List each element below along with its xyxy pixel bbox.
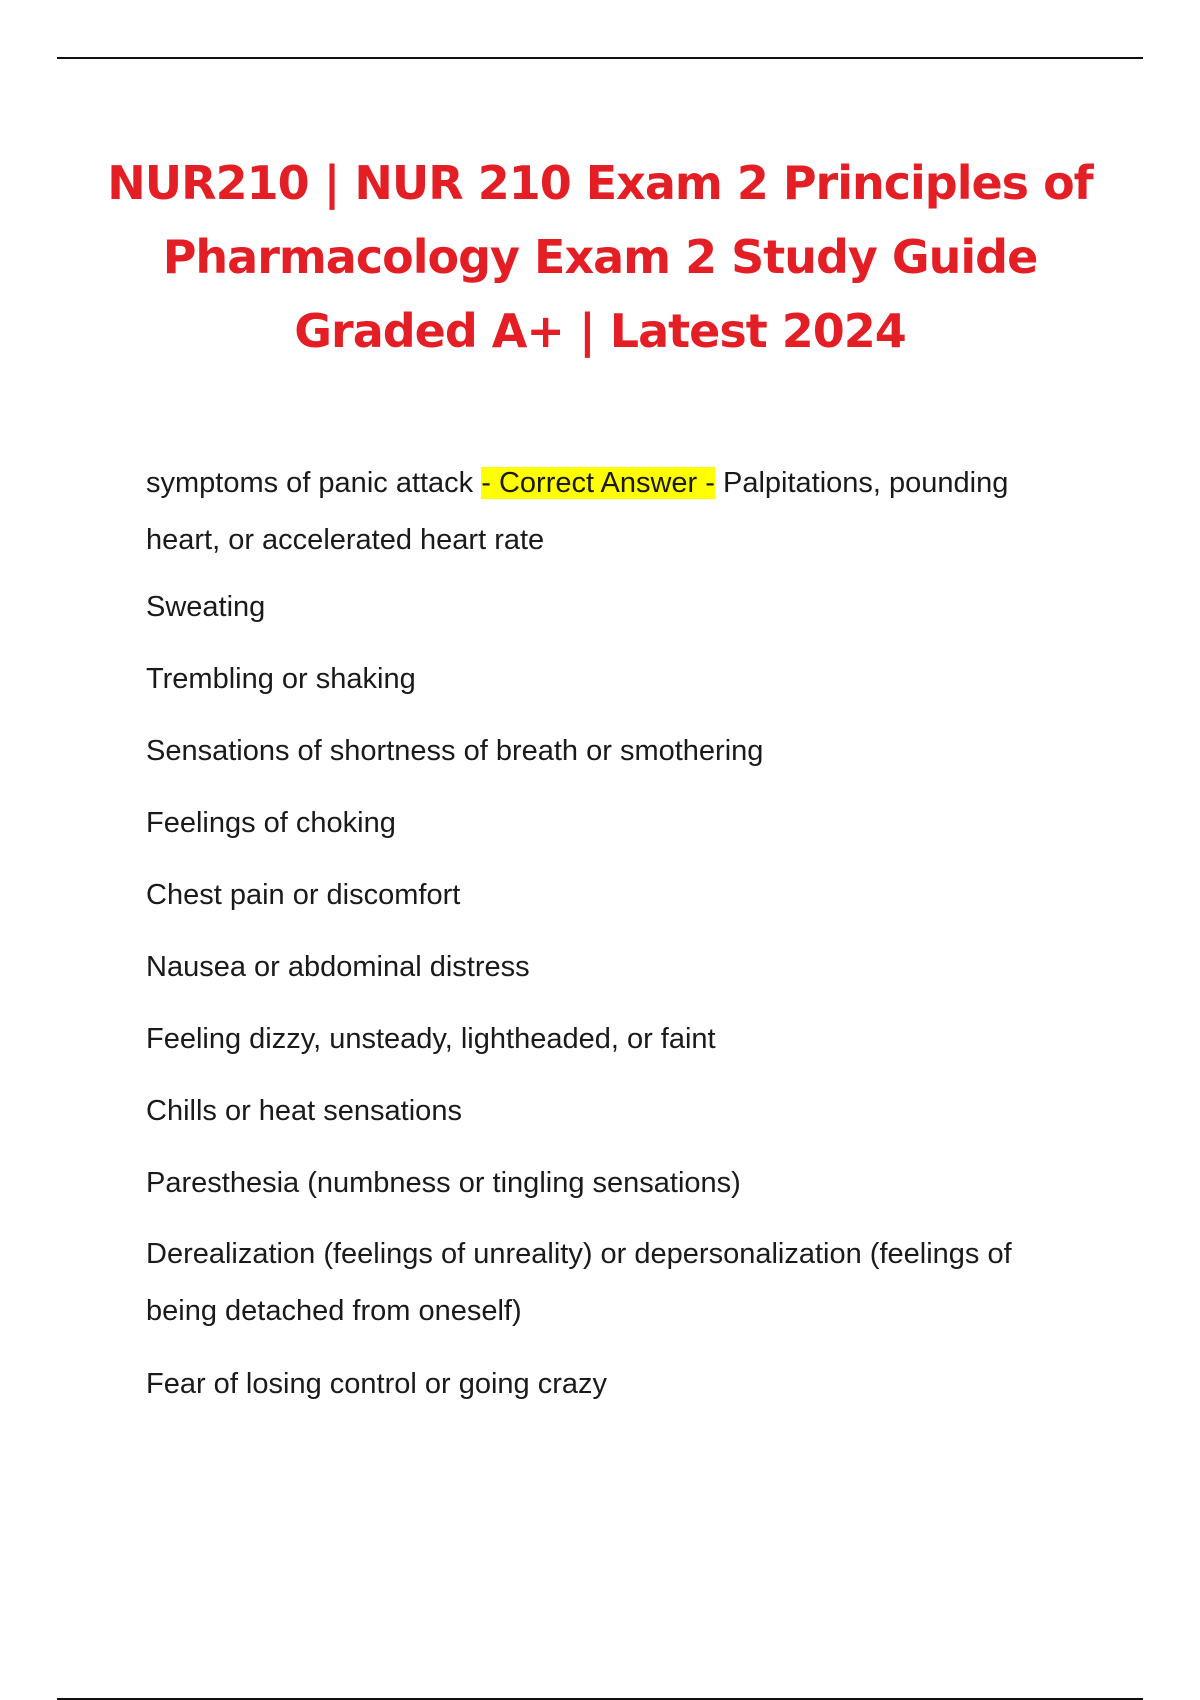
answer-item: Paresthesia (numbness or tingling sensations) (146, 1167, 741, 1199)
document-body (146, 455, 1086, 1420)
answer-item: Feelings of choking (146, 807, 396, 839)
answer-item: Sensations of shortness of breath or smothering (146, 735, 764, 767)
document-title (100, 146, 1100, 368)
question-text: symptoms of panic attack (146, 467, 474, 499)
answer-item: Chest pain or discomfort (146, 879, 461, 911)
title-line: NUR210 | NUR 210 Exam 2 Principles of (107, 156, 1093, 210)
answer-item: Chills or heat sensations (146, 1095, 462, 1127)
answer-item: Feeling dizzy, unsteady, lightheaded, or faint (146, 1023, 716, 1055)
answer-item: Sweating (146, 591, 266, 623)
answer-text: Palpitations, pounding heart, or accelerated heart rate (146, 467, 1009, 556)
answer-item: Trembling or shaking (146, 663, 416, 695)
top-rule (57, 57, 1143, 59)
correct-answer-marker: - Correct Answer - (481, 467, 715, 499)
question-answer (146, 455, 1086, 569)
title-line: Graded A+ | Latest 2024 (294, 304, 906, 358)
answer-item: Derealization (feelings of unreality) or depersonalization (feelings of being detached from oneself) (146, 1238, 1012, 1327)
answer-item: Fear of losing control or going crazy (146, 1368, 607, 1400)
title-line: Pharmacology Exam 2 Study Guide (162, 230, 1038, 284)
answer-item: Nausea or abdominal distress (146, 951, 530, 983)
